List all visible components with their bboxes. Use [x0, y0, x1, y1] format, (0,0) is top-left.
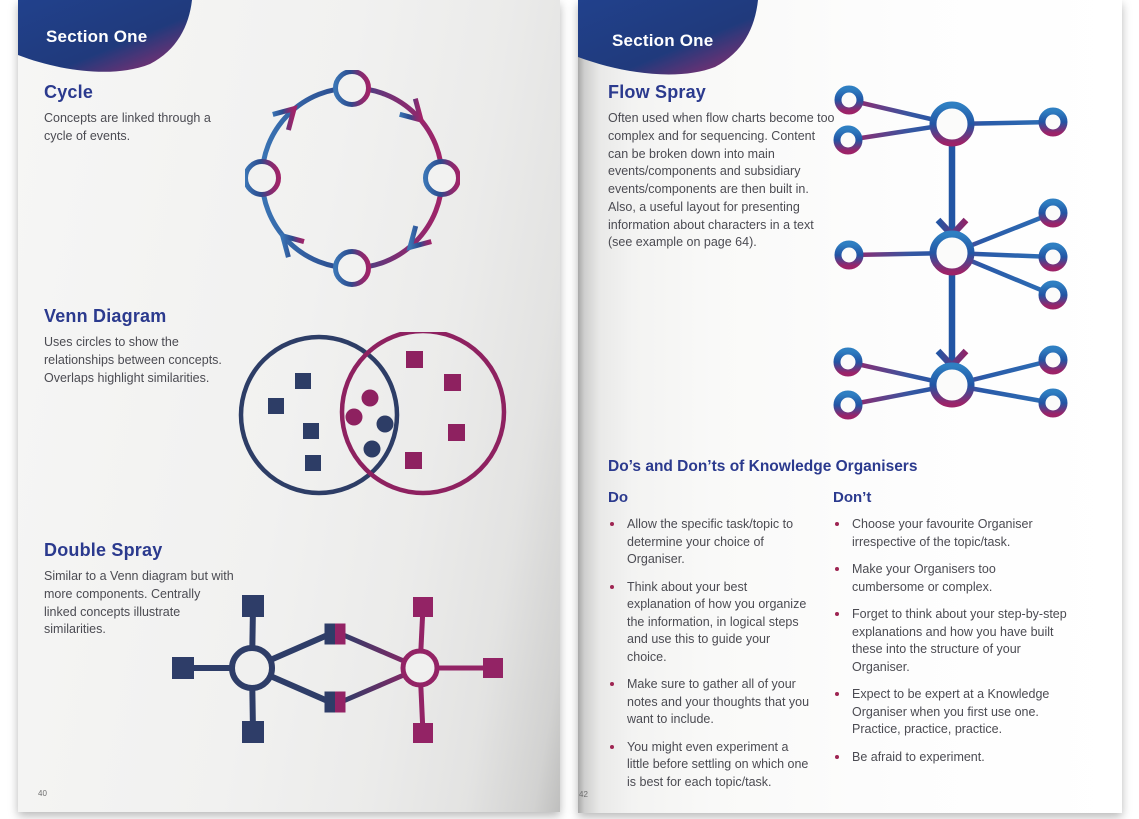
- list-item: [833, 606, 1068, 676]
- flow-spray-title: Flow Spray: [608, 82, 707, 102]
- dont-column: [833, 489, 1068, 776]
- cycle-title: Cycle: [44, 82, 94, 102]
- double-spray-right-hub: [403, 651, 437, 685]
- list-item-text: Forget to think about your step-by-step explanations and how you have built these into the structure of your Organiser.: [852, 607, 1067, 674]
- do-heading: Do: [608, 489, 628, 506]
- bullet-dot: [610, 585, 614, 589]
- bullet-dot: [835, 612, 839, 616]
- list-item-text: Be afraid to experiment.: [852, 749, 985, 764]
- do-list: [608, 516, 813, 791]
- bullet-dot: [835, 692, 839, 696]
- flow-spray-entry: [608, 82, 836, 252]
- list-item-text: Make sure to gather all of your notes and your thoughts that you want to include.: [627, 677, 810, 726]
- bullet-dot: [610, 522, 614, 526]
- bullet-dot: [610, 682, 614, 686]
- list-item: [608, 516, 813, 569]
- venn-overlap-dots: [346, 390, 394, 458]
- page-number-left: 40: [38, 789, 47, 798]
- cycle-diagram: [245, 70, 460, 290]
- list-item: [608, 739, 813, 792]
- flow-spray-diagram: [825, 0, 1115, 440]
- cycle-arrows: [273, 99, 432, 258]
- cycle-entry: [44, 82, 224, 146]
- left-page: [18, 0, 560, 812]
- right-page: [578, 0, 1122, 813]
- page-number-right: 42: [579, 790, 588, 799]
- list-item: [608, 676, 813, 729]
- bullet-dot: [835, 755, 839, 759]
- venn-entry: [44, 306, 224, 387]
- section-label: Section One: [612, 31, 714, 50]
- list-item-text: You might even experiment a little before settling on which one is best for each topic/task.: [627, 739, 809, 789]
- cycle-description: Concepts are linked through a cycle of events.: [44, 111, 211, 143]
- list-item-text: Make your Organisers too cumbersome or complex.: [852, 562, 996, 594]
- double-spray-description: Similar to a Venn diagram but with more components. Centrally linked concepts illustrate similarities.: [44, 569, 234, 637]
- flow-spray-description: Often used when flow charts become too complex and for sequencing. Content can be broken down into main events/components and subsidiary events/components are then built in. Also, a useful layout for presenting information about characters in a text (see example on page 64).: [608, 111, 835, 250]
- cycle-nodes: [246, 72, 459, 285]
- list-item: [833, 749, 1068, 767]
- list-item-text: Expect to be expert at a Knowledge Organiser when you first use one. Practice, practice, practice.: [852, 687, 1050, 736]
- cycle-ring: [262, 88, 442, 268]
- bullet-dot: [835, 567, 839, 571]
- dos-donts-title: Do’s and Don’ts of Knowledge Organisers: [608, 458, 918, 475]
- list-item-text: Think about your best explanation of how you organize the information, in logical steps and use this to guide your choice.: [627, 579, 807, 664]
- dont-heading: Don’t: [833, 489, 872, 506]
- section-label: Section One: [46, 27, 148, 46]
- list-item: [833, 561, 1068, 596]
- bullet-dot: [610, 745, 614, 749]
- list-item-text: Allow the specific task/topic to determine your choice of Organiser.: [627, 517, 794, 566]
- dont-list: [833, 516, 1068, 766]
- list-item-text: Choose your favourite Organiser irrespective of the topic/task.: [852, 517, 1033, 549]
- venn-diagram: [225, 332, 515, 500]
- venn-left-squares: [268, 373, 321, 471]
- venn-right-squares: [405, 351, 465, 469]
- venn-description: Uses circles to show the relationships between concepts. Overlaps highlight similarities.: [44, 335, 222, 385]
- double-spray-title: Double Spray: [44, 540, 163, 560]
- list-item: [608, 579, 813, 667]
- do-column: [608, 489, 813, 801]
- double-spray-left-hub: [232, 648, 272, 688]
- list-item: [833, 516, 1068, 551]
- bullet-dot: [835, 522, 839, 526]
- double-spray-diagram: [165, 592, 515, 757]
- list-item: [833, 686, 1068, 739]
- double-spray-shared-squares: [325, 624, 346, 713]
- venn-title: Venn Diagram: [44, 306, 167, 326]
